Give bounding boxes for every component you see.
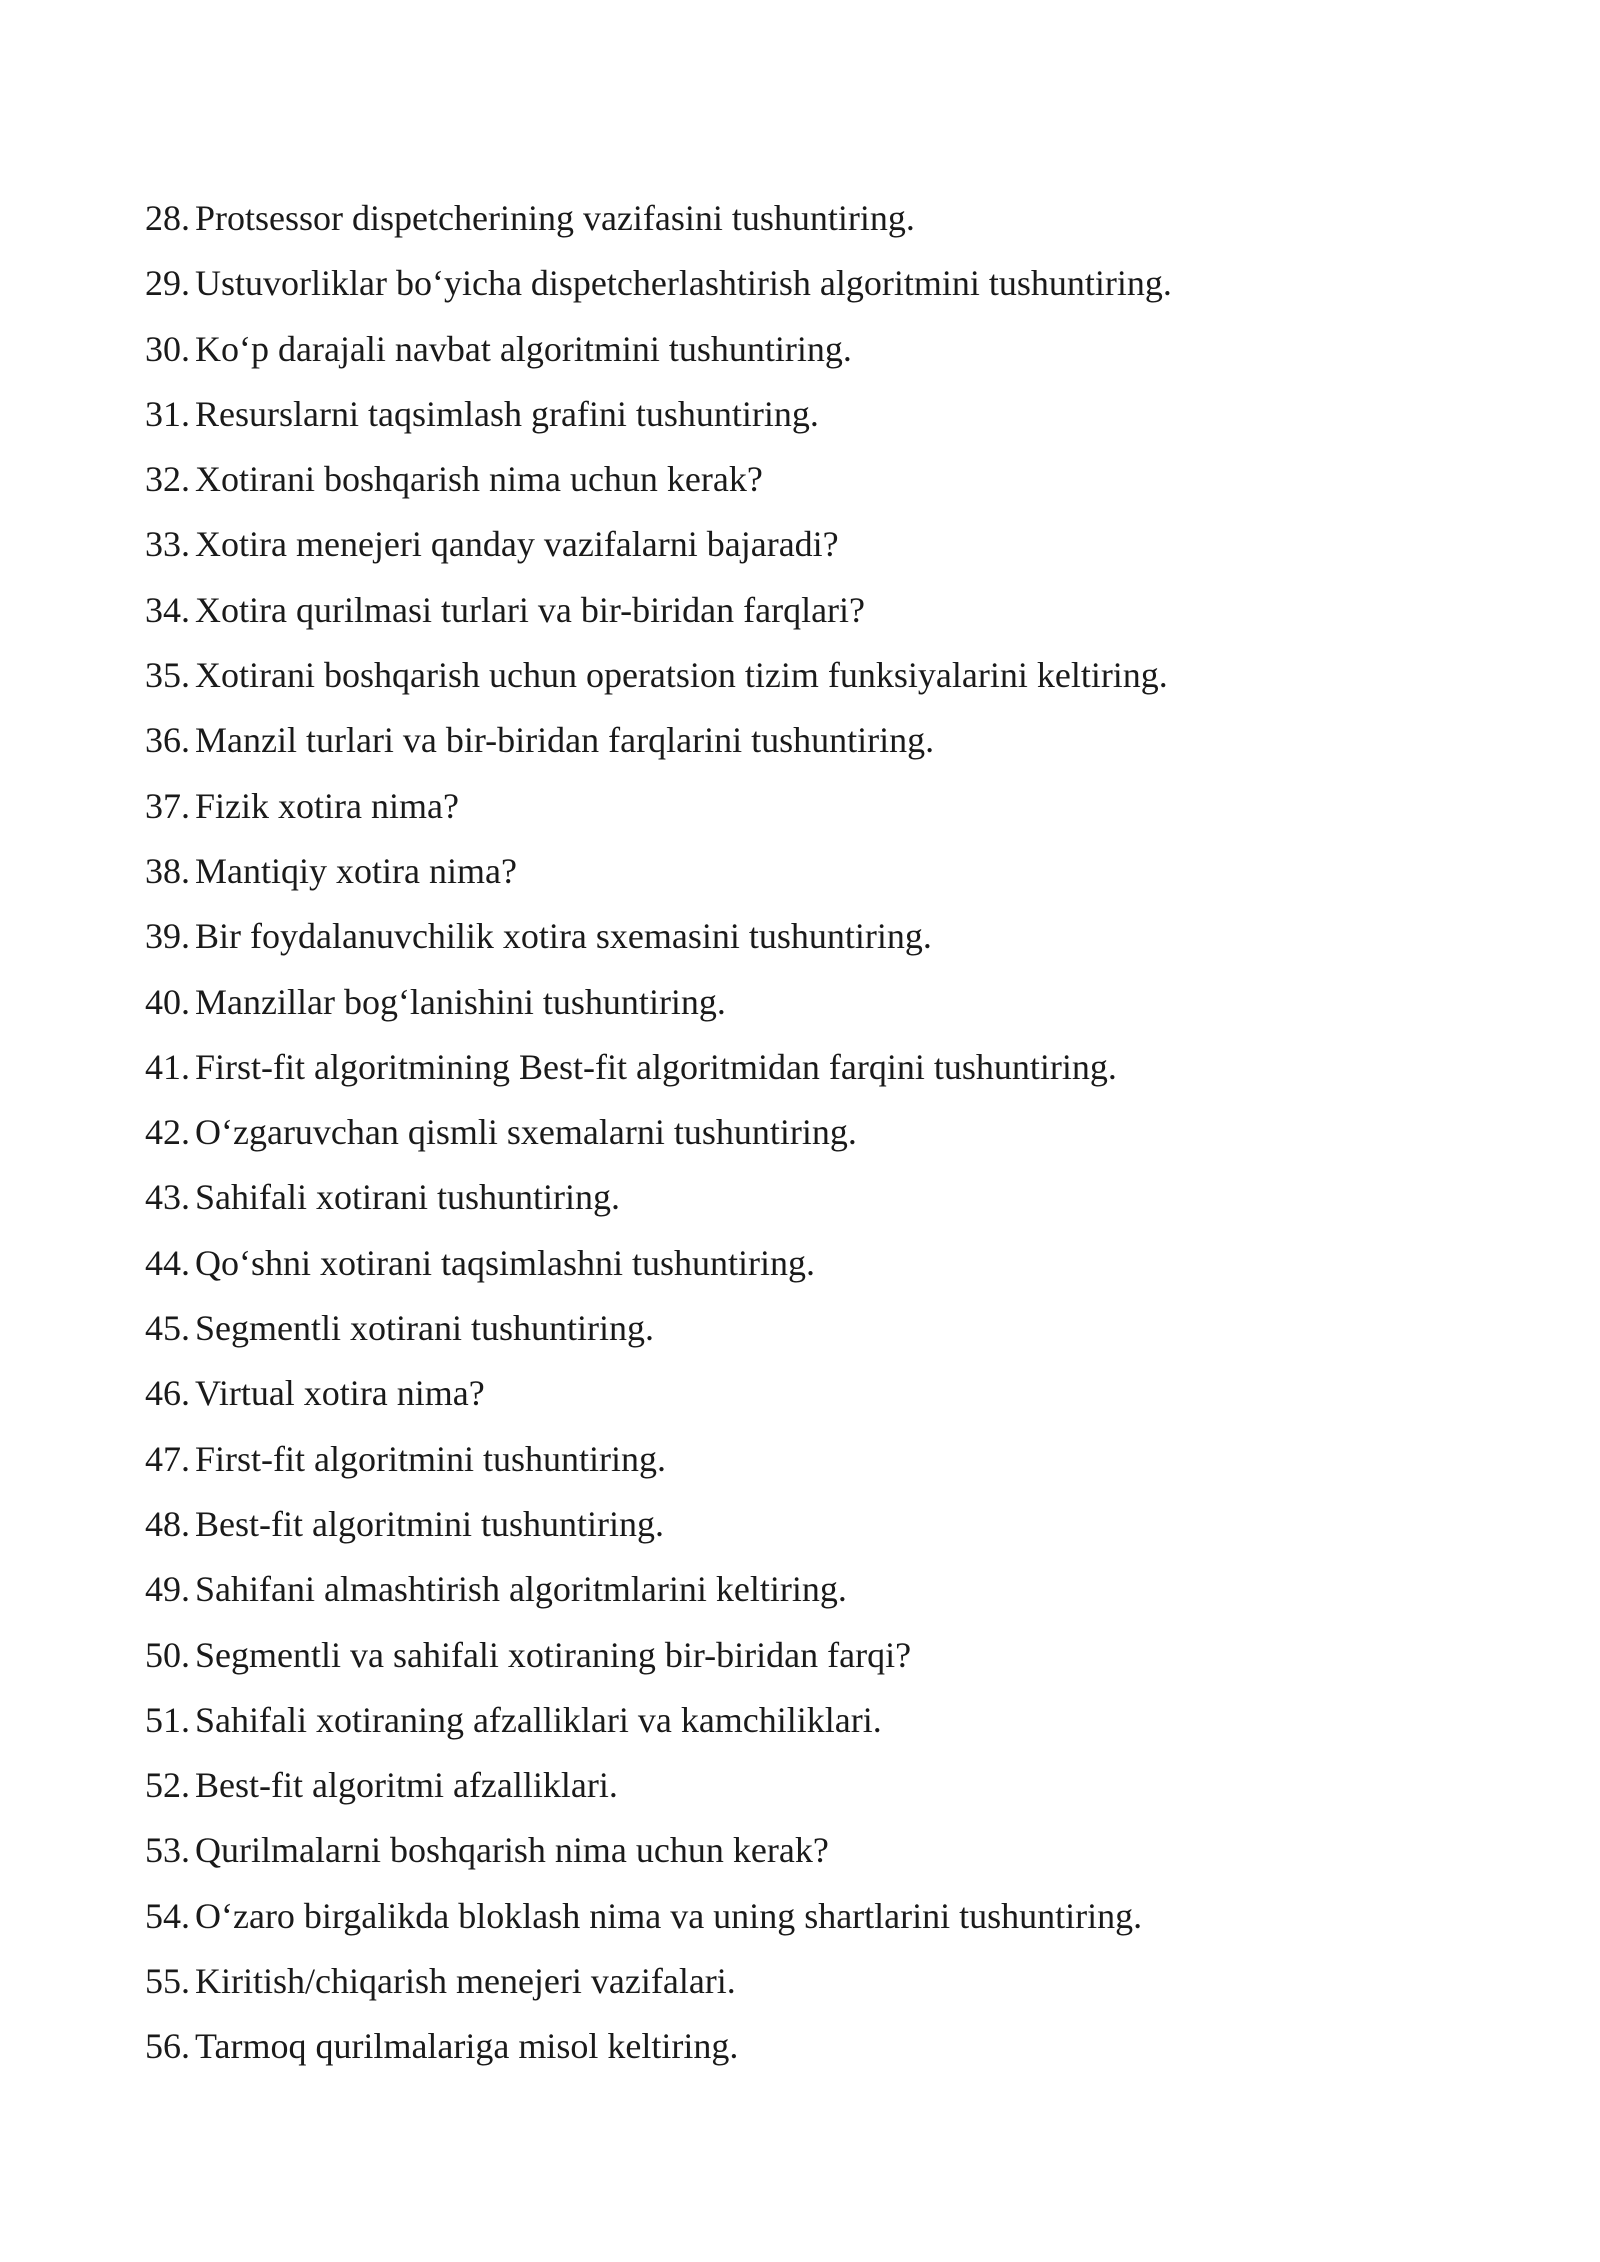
question-text: Sahifali xotiraning afzalliklari va kamchiliklari. [195,1699,882,1740]
list-item [145,2014,1172,2079]
question-number: 41. [145,1046,190,1087]
list-item [145,970,1172,1035]
list-item [145,382,1172,447]
question-number: 46. [145,1373,190,1414]
question-number: 28. [145,198,190,238]
question-number: 56. [145,2026,190,2067]
list-item [145,1035,1172,1100]
question-text: Xotirani boshqarish nima uchun kerak? [195,459,763,500]
list-item [145,1165,1172,1230]
question-text: Manzillar bog‘lanishini tushuntiring. [195,981,726,1022]
question-text: Ko‘p darajali navbat algoritmini tushuntiring. [195,328,852,369]
list-item [145,774,1172,839]
question-text: O‘zgaruvchan qismli sxemalarni tushuntiring. [195,1112,857,1153]
question-number: 50. [145,1634,190,1675]
question-number: 34. [145,589,190,630]
question-number: 30. [145,328,190,369]
list-item [145,317,1172,382]
question-text: Xotira menejeri qanday vazifalarni bajaradi? [195,524,839,565]
list-item [145,1427,1172,1492]
list-item [145,447,1172,512]
question-text: Qurilmalarni boshqarish nima uchun kerak? [195,1830,829,1871]
question-number: 36. [145,720,190,761]
list-item [145,1361,1172,1426]
question-number: 54. [145,1895,190,1936]
question-text: Best-fit algoritmi afzalliklari. [195,1765,618,1806]
list-item [145,1296,1172,1361]
question-text: Qo‘shni xotirani taqsimlashni tushuntiring. [195,1242,815,1283]
list-item [145,839,1172,904]
list-item [145,1623,1172,1688]
question-number: 48. [145,1503,190,1544]
list-item [145,1688,1172,1753]
list-item [145,904,1172,969]
question-text: Segmentli xotirani tushuntiring. [195,1308,654,1349]
list-item [145,1818,1172,1883]
question-number: 42. [145,1112,190,1153]
list-item [145,1231,1172,1296]
question-text: Tarmoq qurilmalariga misol keltiring. [195,2026,739,2067]
list-item [145,251,1172,316]
list-item [145,1949,1172,2014]
question-number: 38. [145,850,190,891]
question-text: First-fit algoritmining Best-fit algoritmidan farqini tushuntiring. [195,1046,1117,1087]
question-number: 40. [145,981,190,1022]
question-number: 49. [145,1569,190,1610]
question-text: Best-fit algoritmini tushuntiring. [195,1503,664,1544]
list-item [145,1884,1172,1949]
question-number: 37. [145,785,190,826]
question-text: Bir foydalanuvchilik xotira sxemasini tushuntiring. [195,916,932,957]
question-number: 53. [145,1830,190,1871]
question-text: Xotirani boshqarish uchun operatsion tizim funksiyalarini keltiring. [195,655,1168,696]
question-text: Xotira qurilmasi turlari va bir-biridan farqlari? [195,589,866,630]
question-number: 29. [145,263,190,304]
question-number: 52. [145,1765,190,1806]
question-text: Kiritish/chiqarish menejeri vazifalari. [195,1961,736,2002]
list-item [145,643,1172,708]
list-item [145,708,1172,773]
question-list [145,186,1172,2080]
question-text: Segmentli va sahifali xotiraning bir-biridan farqi? [195,1634,912,1675]
question-number: 51. [145,1699,190,1740]
question-number: 33. [145,524,190,565]
question-number: 39. [145,916,190,957]
question-number: 31. [145,393,190,434]
question-text: Resurslarni taqsimlash grafini tushuntiring. [195,393,819,434]
question-text: Sahifani almashtirish algoritmlarini keltiring. [195,1569,847,1610]
list-item [145,512,1172,577]
question-text: Virtual xotira nima? [195,1373,485,1414]
question-text: Manzil turlari va bir-biridan farqlarini tushuntiring. [195,720,935,761]
list-item [145,186,1172,251]
question-number: 44. [145,1242,190,1283]
list-item [145,1492,1172,1557]
question-text: Protsessor dispetcherining vazifasini tushuntiring. [195,198,915,238]
list-item [145,1557,1172,1622]
question-number: 55. [145,1961,190,2002]
list-item [145,578,1172,643]
question-text: Sahifali xotirani tushuntiring. [195,1177,620,1218]
question-number: 32. [145,459,190,500]
question-text: O‘zaro birgalikda bloklash nima va uning shartlarini tushuntiring. [195,1895,1143,1936]
question-text: Fizik xotira nima? [195,785,459,826]
list-item [145,1753,1172,1818]
question-number: 35. [145,655,190,696]
question-number: 47. [145,1438,190,1479]
question-text: Mantiqiy xotira nima? [195,850,517,891]
question-number: 45. [145,1308,190,1349]
list-item [145,1100,1172,1165]
question-text: Ustuvorliklar bo‘yicha dispetcherlashtirish algoritmini tushuntiring. [195,263,1172,304]
question-text: First-fit algoritmini tushuntiring. [195,1438,666,1479]
question-number: 43. [145,1177,190,1218]
